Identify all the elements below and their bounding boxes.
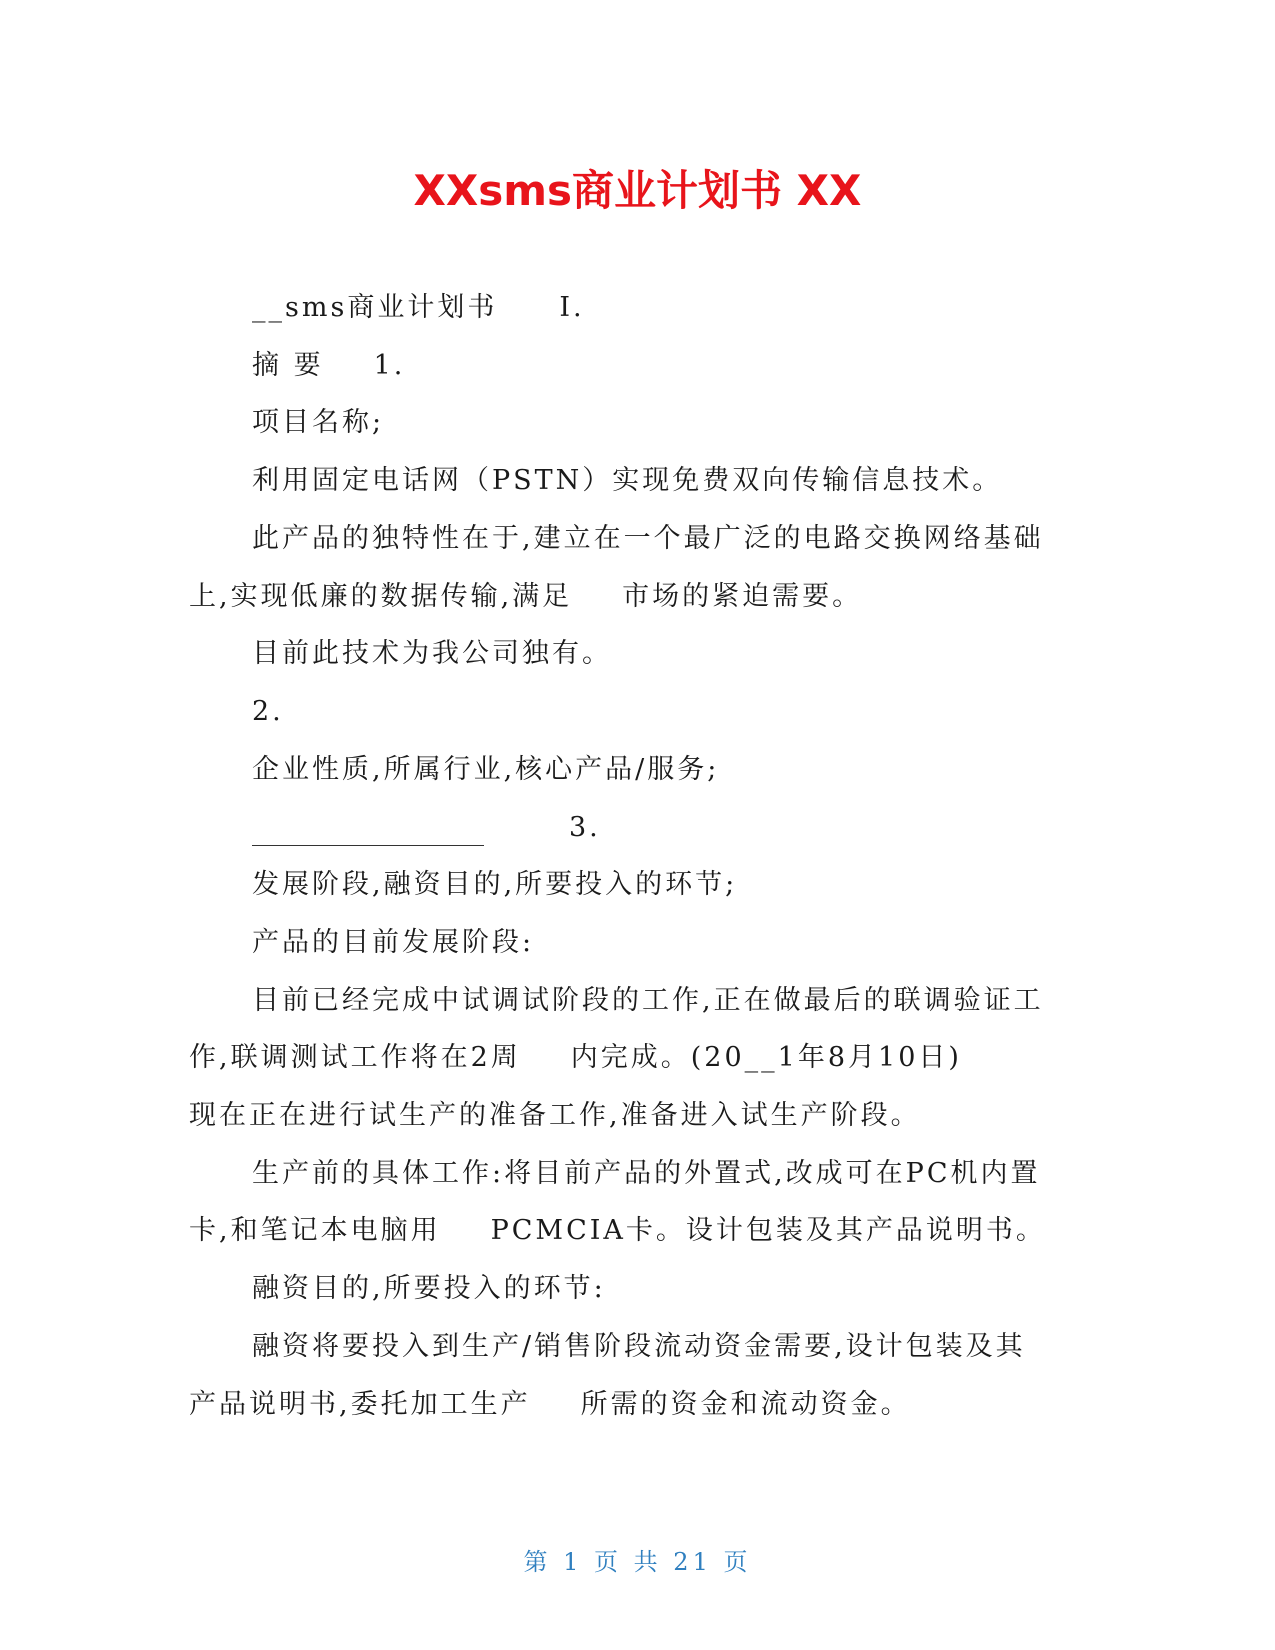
text-segment: 产品说明书,委托加工生产 (189, 1389, 531, 1420)
paragraph: 发展阶段,融资目的,所要投入的环节; (252, 869, 738, 900)
section-heading-line (252, 290, 585, 326)
text-segment: 市场的紧迫需要。 (622, 581, 863, 612)
item-number: 2. (252, 696, 284, 727)
paragraph-continuation (189, 1387, 911, 1423)
document-title: XXsms商业计划书 XX (413, 166, 862, 215)
item-number: 1. (373, 350, 406, 381)
paragraph: 利用固定电话网（PSTN）实现免费双向传输信息技术。 (252, 465, 1003, 496)
paragraph: 融资将要投入到生产/销售阶段流动资金需要,设计包装及其 (252, 1331, 1026, 1362)
text-segment: 所需的资金和流动资金。 (580, 1389, 911, 1420)
summary-label: 摘 要 (252, 350, 324, 381)
paragraph: 此产品的独特性在于,建立在一个最广泛的电路交换网络基础 (252, 523, 1044, 554)
paragraph-continuation (189, 1040, 962, 1076)
plan-label: __sms商业计划书 (252, 292, 498, 323)
paragraph: 现在正在进行试生产的准备工作,准备进入试生产阶段。 (189, 1100, 921, 1131)
page-number-footer: 第 1 页 共 21 页 (523, 1548, 752, 1576)
paragraph: 目前此技术为我公司独有。 (252, 638, 612, 669)
blank-rule-line (252, 810, 601, 846)
paragraph: 目前已经完成中试调试阶段的工作,正在做最后的联调验证工 (252, 985, 1044, 1016)
text-segment: 作,联调测试工作将在2周 (189, 1042, 521, 1073)
paragraph-continuation (189, 579, 862, 615)
text-segment: 上,实现低廉的数据传输,满足 (189, 581, 573, 612)
paragraph: 项目名称; (252, 407, 385, 438)
summary-heading-line (252, 348, 405, 384)
paragraph-continuation (189, 1213, 1046, 1249)
text-segment: 内完成。(20__1年8月10日) (570, 1042, 962, 1073)
paragraph: 生产前的具体工作:将目前产品的外置式,改成可在PC机内置 (252, 1158, 1041, 1189)
paragraph: 产品的目前发展阶段: (252, 927, 535, 958)
paragraph: 融资目的,所要投入的环节: (252, 1273, 606, 1304)
item-number: 3. (569, 812, 601, 843)
text-segment: 卡,和笔记本电脑用 (189, 1215, 441, 1246)
blank-underline (252, 823, 484, 846)
paragraph: 企业性质,所属行业,核心产品/服务; (252, 754, 720, 785)
text-segment: PCMCIA卡。设计包装及其产品说明书。 (490, 1215, 1046, 1246)
section-number: I. (559, 292, 585, 323)
